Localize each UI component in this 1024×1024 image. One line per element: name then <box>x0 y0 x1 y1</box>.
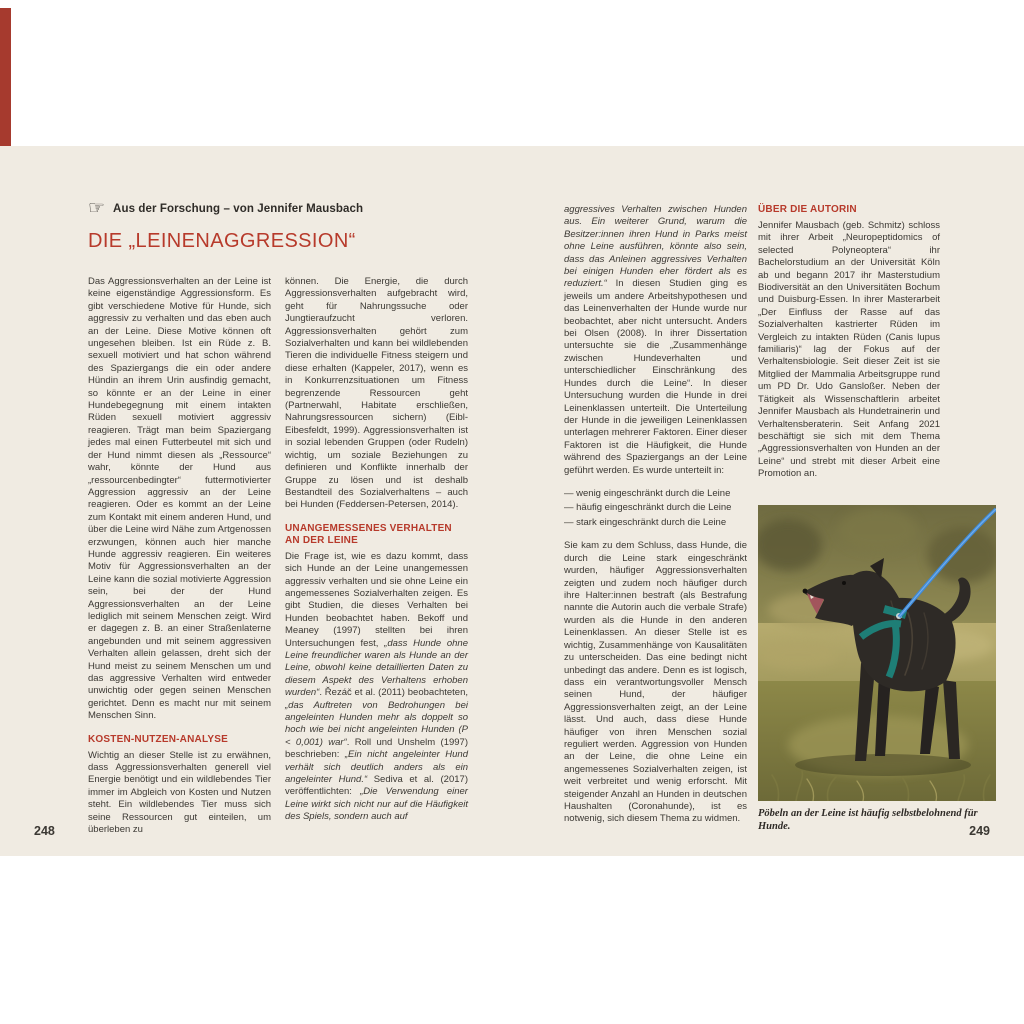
dog-photo-illustration <box>758 505 996 801</box>
pointing-hand-icon: ☞ <box>88 198 106 219</box>
kicker-text: Aus der Forschung – von Jennifer Mausbach <box>113 202 364 215</box>
page-number-right: 249 <box>969 824 990 838</box>
energie-paragraph: können. Die Energie, die durch Aggressionsverhalten aufgebracht wird, geht für Nahrungssuche oder Jungtieraufzucht verloren. Aggressionsverhalten gehört zum Sozialverhalten und kann bei wildlebenden Tieren die individuelle Fitness steigern und diese erhalten (Kappeler, 2017), wenn es in Konkurrenzsituationen um Fitness begrenzende Ressourcen geht (Partnerwahl, Habitate erschließen, Nahrungsressourcen sichern) (Eibl-Eibesfeldt, 1999). Aggressionsverhalten ist in sozial lebenden Gruppen (oder Rudeln) wichtig, um soziale Beziehungen zu definieren und Konflikte innerhalb der Gruppe zu lösen und ist deshalb Bestandteil des Sozialverhaltens – auch bei Hunden (Feddersen-Petersen, 2014). <box>285 276 468 511</box>
section-heading-unangemessenes-verhalten: UNANGEMESSENES VERHALTEN AN DER LEINE <box>285 522 452 546</box>
left-page-columns <box>88 276 468 836</box>
text-segment: . Řezáč et al. (2011) beobachteten, <box>319 687 468 699</box>
schluss-paragraph: Sie kam zu dem Schluss, dass Hunde, die durch die Leine stark eingeschränkt wurden, häufiger Aggressionsverhalten zeigten und zudem noch häufiger durch ihre Halter:innen bestraft (als Bestrafung nannte die Autorin auch die verbale Strafe) wurden als die Hunde in den anderen Leinenklassen. An dieser Stelle ist es wichtig, Zusammenhänge von Kausalitäten zu unterscheiden. Das eine bedingt nicht unbedingt das andere. Denn es ist logisch, dass ein verantwortungsvoller Mensch seinen Hund, der häufiger Aggressionsverhalten zeigt, an der Leine lässt. Und auch, dass diese Hunde häufiger von ihren Menschen sozial reguliert werden. Aggression von Hunden an der Leine, die ohne Leine ein angemessenes Sozialverhalten zeigen, ist weit verbreitet und wenig erforscht. Mit steigender Anzahl an Hunden in deutschen Haushalten (Coronahunde), ist es notwenig, sich diesem Thema zu widmen. <box>564 540 747 825</box>
chapter-color-tab <box>0 8 11 146</box>
text-segment: . Roll und Unshelm (1997) beschrieben: <box>285 736 468 761</box>
list-item: — stark eingeschränkt durch die Leine <box>564 516 727 528</box>
quote-segment: aggressives Verhalten zwischen Hunden aus. Ein weiterer Grund, warum die Besitzer:innen ihren Hund in Parks meist ohne Leine ausführen, könnte also sein, dass das Anleinen aggressives Verhalten bei einigen Hunden eher fördert als es reduziert.“ <box>564 204 747 290</box>
studien-paragraph <box>285 551 468 824</box>
text-column-2 <box>285 276 468 836</box>
list-item: — wenig eingeschränkt durch die Leine <box>564 487 731 499</box>
text-segment: Sediva et al. (2017) veröffentlichten: <box>285 774 468 798</box>
quote-segment: „das Auftreten von Bedrohungen bei angeleinten Hunden mehr als doppelt so hoch wie bei nicht angeleinten Hunden (P < 0,001) war“ <box>285 699 468 748</box>
text-column-1 <box>88 276 271 836</box>
olsen-paragraph <box>564 204 747 477</box>
text-column-4 <box>758 204 940 481</box>
section-heading-kosten-nutzen: KOSTEN-NUTZEN-ANALYSE <box>88 733 228 745</box>
quote-segment: „Die Verwendung einer Leine wirkt sich nicht nur auf die Häufigkeit des Spiels, sondern auch auf <box>285 786 468 823</box>
photo-caption: Pöbeln an der Leine ist häufig selbstbelohnend für Hunde. <box>758 808 978 832</box>
text-column-3 <box>564 204 747 826</box>
leinenklassen-list <box>564 487 747 531</box>
text-segment: Die Frage ist, wie es dazu kommt, dass sich Hunde an der Leine unangemessen aggressiv verhalten und sie ohne Leine ein angemessenes Sozialverhalten zeigen. Es gibt Studien, die dieses Verhalten bei Hunden beobachtet haben. Bekoff und Meaney (1997) stellten bei ihren Untersuchungen fest, <box>285 550 468 649</box>
page-number-left: 248 <box>34 824 55 838</box>
kosten-paragraph: Wichtig an dieser Stelle ist zu erwähnen, dass Aggressionsverhalten generell viel Energie benötigt und ein wildlebendes Tier immer im Abgleich von Kosten und Nutzen steht. Ein wildlebendes Tier muss sich seine Ressourcen gut einteilen, um überleben zu <box>88 749 271 836</box>
section-kicker <box>88 199 363 218</box>
autorin-bio-paragraph: Jennifer Mausbach (geb. Schmitz) schloss mit ihrer Arbeit „Neuropeptidomics of selected Polyneoptera“ ihr Bachelorstudium an der Universität Köln ab und begann 2017 ihr Masterstudium Biodiversität an den Universitäten Bochum und Duisburg-Essen. In ihrer Masterarbeit „Der Einfluss der Rasse auf das Sozialverhalten kastrierter Rüden im Vergleich zu intakten Rüden (Canis lupus familiaris)“ lag der Fokus auf der Verhaltensbiologie. Seit dieser Zeit ist sie Mitglied der Mammalia Arbeitsgruppe rund um PD Dr. Udo Gansloßer. Neben der Tätigkeit als Wissenschaftlerin arbeitet Jennifer Mausbach als Hundetrainerin und Verhaltensberaterin. Seit Anfang 2021 beschäftigt sie sich mit dem Thema „Aggressionsverhalten von Hunden an der Leine“ und strebt mit dieser Arbeit eine Promotion an. <box>758 220 940 480</box>
list-item: — häufig eingeschränkt durch die Leine <box>564 502 732 514</box>
article-title: DIE „LEINENAGGRESSION“ <box>88 230 356 252</box>
dog-photo <box>758 505 996 801</box>
quote-segment: „dass Hunde ohne Leine freundlicher waren als Hunde an der Leine, obwohl keine detaillierten Daten zu diesem Aspekt des Verhaltens erhoben wurden“ <box>285 637 468 699</box>
section-heading-autorin: ÜBER DIE AUTORIN <box>758 204 857 215</box>
intro-paragraph: Das Aggressionsverhalten an der Leine ist keine eigenständige Aggressionsform. Es gibt verschiedene Motive für Hunde, sich aggressiv zu verhalten und das eben auch an der Leine. Diese Motive können oft ungesehen bleiben. Ist ein Rüde z. B. sexuell motiviert und hat schon während des Spaziergangs die ein oder andere Hündin an ihrem Urin ausfindig gemacht, so könnte er an der Leine in einer Hundebegegnung mit einem intakten Rüden sexuell motiviert aggressiv reagieren. Trägt man beim Spaziergang jedes mal einen Futterbeutel mit sich und der Hund nimmt diesen als „Ressource“ wahr, könnte der Hund aus „ressourcenbedingter“ futtermotivierter Aggression aggressiv an der Leine reagieren. Oder es kommt an der Leine zum Kontakt mit einem anderen Hund, und über die Leine wird Nähe zum Artgenossen erzwungen, können auch hier manche Hunde aggressiv reagieren. Ein weiteres Motiv für Aggressionsverhalten an der Leine kann die sozial motivierte Aggression sein, bei der der Hund Aggressionsverhalten an der Leine lediglich mit seinem Menschen zeigt. Wird er dagegen z. B. an einer Straßenlaterne angebunden und mit seinem aggressiven Verhalten allein gelassen, dreht sich der Hund meist zu seinem Menschen um und das aggressive Verhalten wird entweder unwichtig oder gegen seinen Menschen gerichtet. Denn es macht nur mit seinem Menschen Sinn. <box>88 276 271 722</box>
text-segment: In diesen Studien ging es jeweils um andere Arbeitshypothesen und das Leinenverhalten der Hunde wurde nur beobachtet, aber nicht untersucht. Anders bei Olsen (2008). In ihrer Dissertation untersuchte sie die „Zusammenhänge zwischen Hundeverhalten und unterschiedlicher Einschränkung des Hundes durch die Leine“. In dieser Untersuchung wurden die Hunde in drei Leinenklassen unterteilt. Die Unterteilung der Hunde in die jeweiligen Leinenklassen unterlagen mehrerer Faktoren. Einer dieser Faktoren ist die Häufigkeit, die Hunde während des Spaziergangs an der Leine geführt werden. Es wurde unterteilt in: <box>564 278 747 476</box>
dog-shadow <box>795 754 971 776</box>
quote-segment: „Ein nicht angeleinter Hund verhält sich deutlich anders als ein angeleinter Hund.“ <box>285 749 468 786</box>
